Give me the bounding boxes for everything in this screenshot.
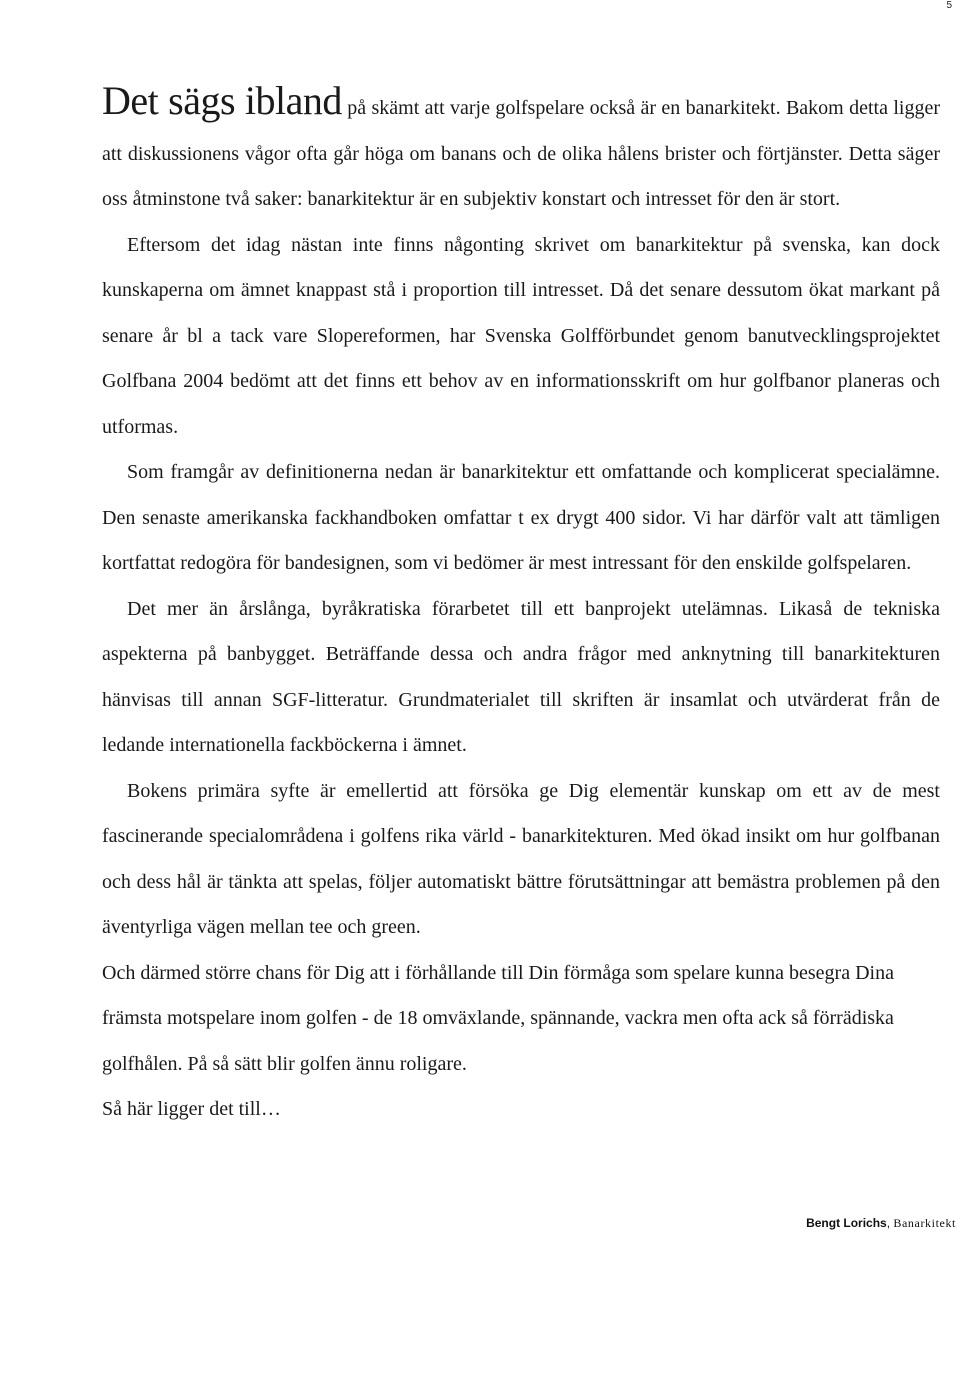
author-name: Bengt Lorichs	[806, 1216, 887, 1230]
paragraph-4: Bokens primära syfte är emellertid att försöka ge Dig elementär kunskap om ett av de mest fascinerande specialområdena i golfens rika värld - banarkitekturen. Med ökad insikt om hur golfbanan och dess hål är tänkta att spelas, följer automatiskt bättre förutsättningar att bemästra problemen på den äventyrliga vägen mellan tee och green.	[102, 779, 940, 938]
author-signature	[806, 1215, 956, 1231]
paragraph-3: Det mer än årslånga, byråkratiska förarbetet till ett banprojekt utelämnas. Likaså de tekniska aspekterna på banbygget. Beträffande dessa och andra frågor med anknytning till banarkitekturen hänvisas till annan SGF-litteratur. Grundmaterialet till skriften är insamlat och utvärderat från de ledande internationella fackböckerna i ämnet.	[102, 597, 940, 756]
body-text	[102, 78, 940, 1133]
lead-display-words: Det sägs ibland	[102, 78, 342, 123]
lead-paragraph-text: på skämt att varje golfspelare också är en banarkitekt. Bakom detta ligger att diskussionens vågor ofta går höga om banans och de olika hålens brister och förtjänster. Detta säger oss åtminstone två saker: banarkitektur är en subjektiv konstart och intresset för den är stort.	[102, 97, 940, 210]
closing-paragraph: Och därmed större chans för Dig att i förhållande till Din förmåga som spelare kunna besegra Dina främsta motspelare inom golfen - de 18 omväxlande, spännande, vackra men ofta ack så förrädiska golfhålen. På så sätt blir golfen ännu roligare.	[102, 961, 894, 1075]
signature-separator: ,	[886, 1216, 894, 1230]
paragraph-2: Som framgår av definitionerna nedan är banarkitektur ett omfattande och komplicerat specialämne. Den senaste amerikanska fackhandboken omfattar t ex drygt 400 sidor. Vi har därför valt att tämligen kortfattat redogöra för bandesignen, som vi bedömer är mest intressant för den enskilde golfspelaren.	[102, 461, 940, 574]
final-line: Så här ligger det till…	[102, 1098, 281, 1120]
page-number: 5	[946, 0, 952, 11]
paragraph-1: Eftersom det idag nästan inte finns någonting skrivet om banarkitektur på svenska, kan dock kunskaperna om ämnet knappast stå i proportion till intresset. Då det senare dessutom ökat markant på senare år bl a tack vare Slopereformen, har Svenska Golfförbundet genom banutvecklingsprojektet Golfbana 2004 bedömt att det finns ett behov av en informationsskrift om hur golfbanor planeras och utformas.	[102, 233, 940, 438]
author-role: Banarkitekt	[893, 1216, 956, 1230]
lead-paragraph	[102, 78, 940, 223]
